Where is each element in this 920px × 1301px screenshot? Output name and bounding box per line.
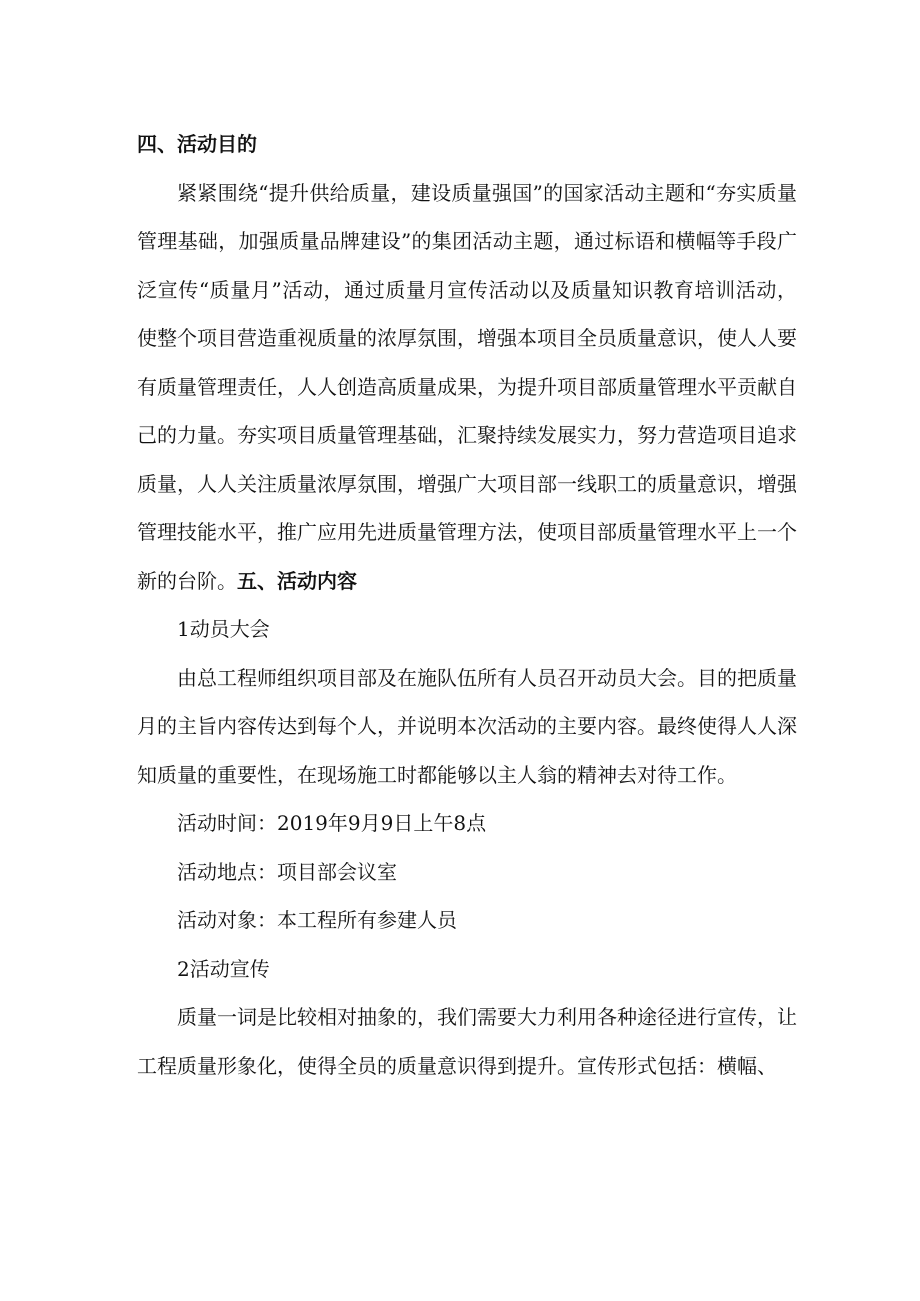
purpose-paragraph-text: 紧紧围绕“提升供给质量，建设质量强国”的国家活动主题和“夯实质量管理基础，加强质量品牌建设”的集团活动主题，通过标语和横幅等手段广泛宣传“质量月”活动，通过质量月宣传活动以及质量知识教育培训活动，使整个项目营造重视质量的浓厚氛围，增强本项目全员质量意识，使人人要有质量管理责任，人人创造高质量成果，为提升项目部质量管理水平贡献自己的力量。夯实项目质量管理基础，汇聚持续发展实力，努力营造项目追求质量，人人关注质量浓厚氛围，增强广大项目部一线职工的质量意识，增强管理技能水平，推广应用先进质量管理方法，使项目部质量管理水平上一个新的台阶。 (137, 180, 797, 593)
activity-time: 活动时间：2019年9月9日上午8点 (177, 811, 487, 835)
mobilization-paragraph: 由总工程师组织项目部及在施队伍所有人员召开动员大会。目的把质量月的主旨内容传达到每个人，并说明本次活动的主要内容。最终使得人人深知质量的重要性，在现场施工时都能够以主人翁的精神去对待工作。 (137, 665, 797, 787)
document-page (137, 120, 797, 1090)
item-title-publicity: 2活动宣传 (177, 956, 270, 981)
section-heading-content: 五、活动内容 (237, 568, 357, 593)
purpose-paragraph (137, 169, 797, 606)
publicity-paragraph: 质量一词是比较相对抽象的，我们需要大力利用各种途径进行宣传，让工程质量形象化，使得全员的质量意识得到提升。宣传形式包括：横幅、 (137, 1005, 797, 1078)
activity-audience: 活动对象：本工程所有参建人员 (177, 908, 457, 932)
section-heading-purpose: 四、活动目的 (137, 132, 257, 156)
item-title-mobilization: 1动员大会 (177, 617, 270, 641)
activity-place: 活动地点：项目部会议室 (177, 859, 397, 884)
